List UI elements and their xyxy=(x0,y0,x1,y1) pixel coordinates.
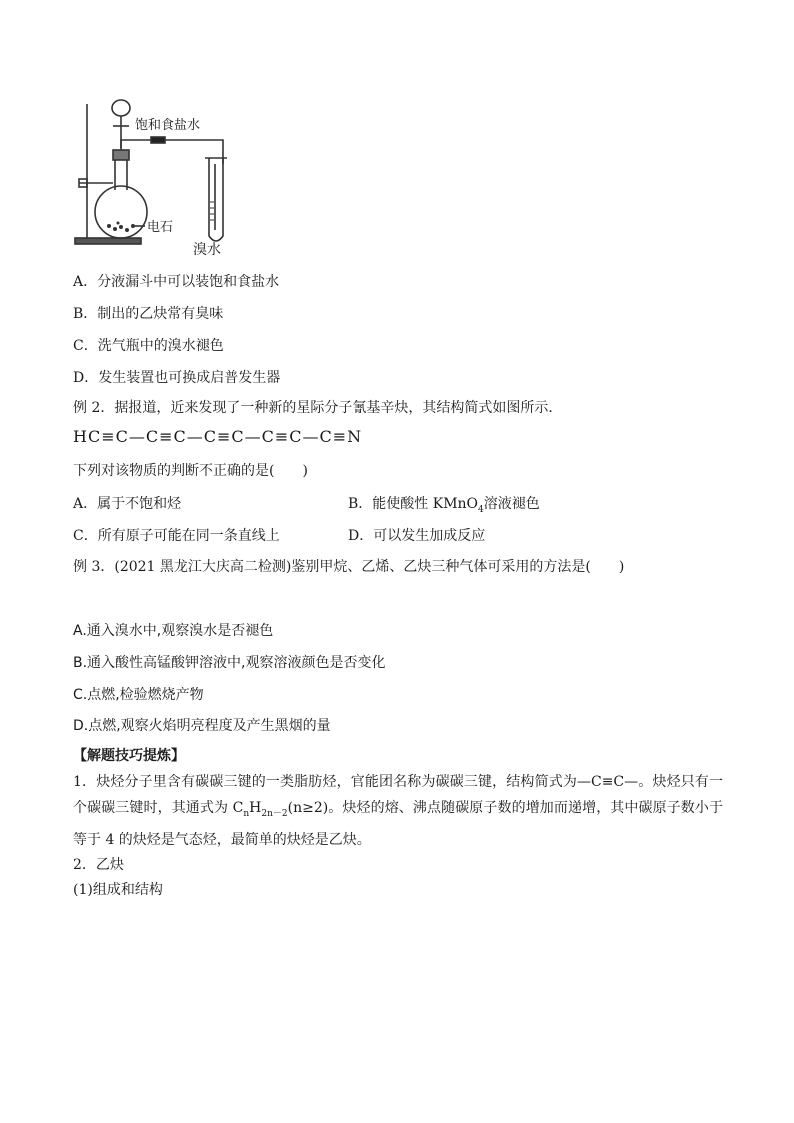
example3-option-d: D.点燃,观察火焰明亮程度及产生黑烟的量 xyxy=(73,718,331,734)
stand-base xyxy=(75,238,141,244)
separatory-funnel xyxy=(112,100,130,116)
tips-heading: 【解题技巧提炼】 xyxy=(73,748,185,764)
example3-stem: 例 3．(2021 黑龙江大庆高二检测)鉴别甲烷、乙烯、乙炔三种气体可采用的方法是( ) xyxy=(73,559,625,575)
label-bromine-water: 溴水 xyxy=(193,242,221,258)
tips-item-2-1: (1)组成和结构 xyxy=(73,882,163,898)
label-saturated-brine: 饱和食盐水 xyxy=(135,118,201,133)
q1-option-c: C．洗气瓶中的溴水褪色 xyxy=(73,338,224,354)
example2-option-b: B．能使酸性 KMnO$_4$溶液褪色 xyxy=(348,496,540,515)
test-tube xyxy=(209,158,223,241)
acetylene-apparatus-diagram xyxy=(73,98,273,258)
example3-option-b: B.通入酸性高锰酸钾溶液中,观察溶液颜色是否变化 xyxy=(73,655,386,671)
tips-item-2: 2．乙炔 xyxy=(73,857,124,873)
q1-option-b: B．制出的乙炔常有臭味 xyxy=(73,306,224,322)
tips-paragraph-1: 1．炔烃分子里含有碳碳三键的一类脂肪烃，官能团名称为碳碳三键，结构简式为—C≡C—。炔烃只有一个碳碳三键时，其通式为 $C_nH_{2n-2}(n\ge 2)$。炔烃的熔、沸点随碳原子数的增加而递增，其中碳原子数小于等于 4 的炔烃是气态烃，最简单的炔烃是乙炔。 xyxy=(73,774,723,848)
round-bottom-flask xyxy=(95,186,147,238)
example3-option-c: C.点燃,检验燃烧产物 xyxy=(73,687,204,703)
q1-option-d: D．发生装置也可换成启普发生器 xyxy=(73,370,281,386)
q1-option-a: A．分液漏斗中可以装饱和食盐水 xyxy=(73,274,280,290)
structural-formula: HC≡C—C≡C—C≡C—C≡C—C≡N xyxy=(73,427,363,446)
example2-question: 下列对该物质的判断不正确的是( ) xyxy=(73,463,308,479)
example3-option-a: A.通入溴水中,观察溴水是否褪色 xyxy=(73,623,274,639)
example2-option-d: D．可以发生加成反应 xyxy=(348,528,486,544)
example2-option-a: A．属于不饱和烃 xyxy=(73,496,182,512)
label-calcium-carbide: 电石 xyxy=(147,220,174,235)
example2-stem: 例 2．据报道，近来发现了一种新的星际分子氰基辛炔，其结构简式如图所示． xyxy=(73,400,563,416)
example2-option-c: C．所有原子可能在同一条直线上 xyxy=(73,528,280,544)
